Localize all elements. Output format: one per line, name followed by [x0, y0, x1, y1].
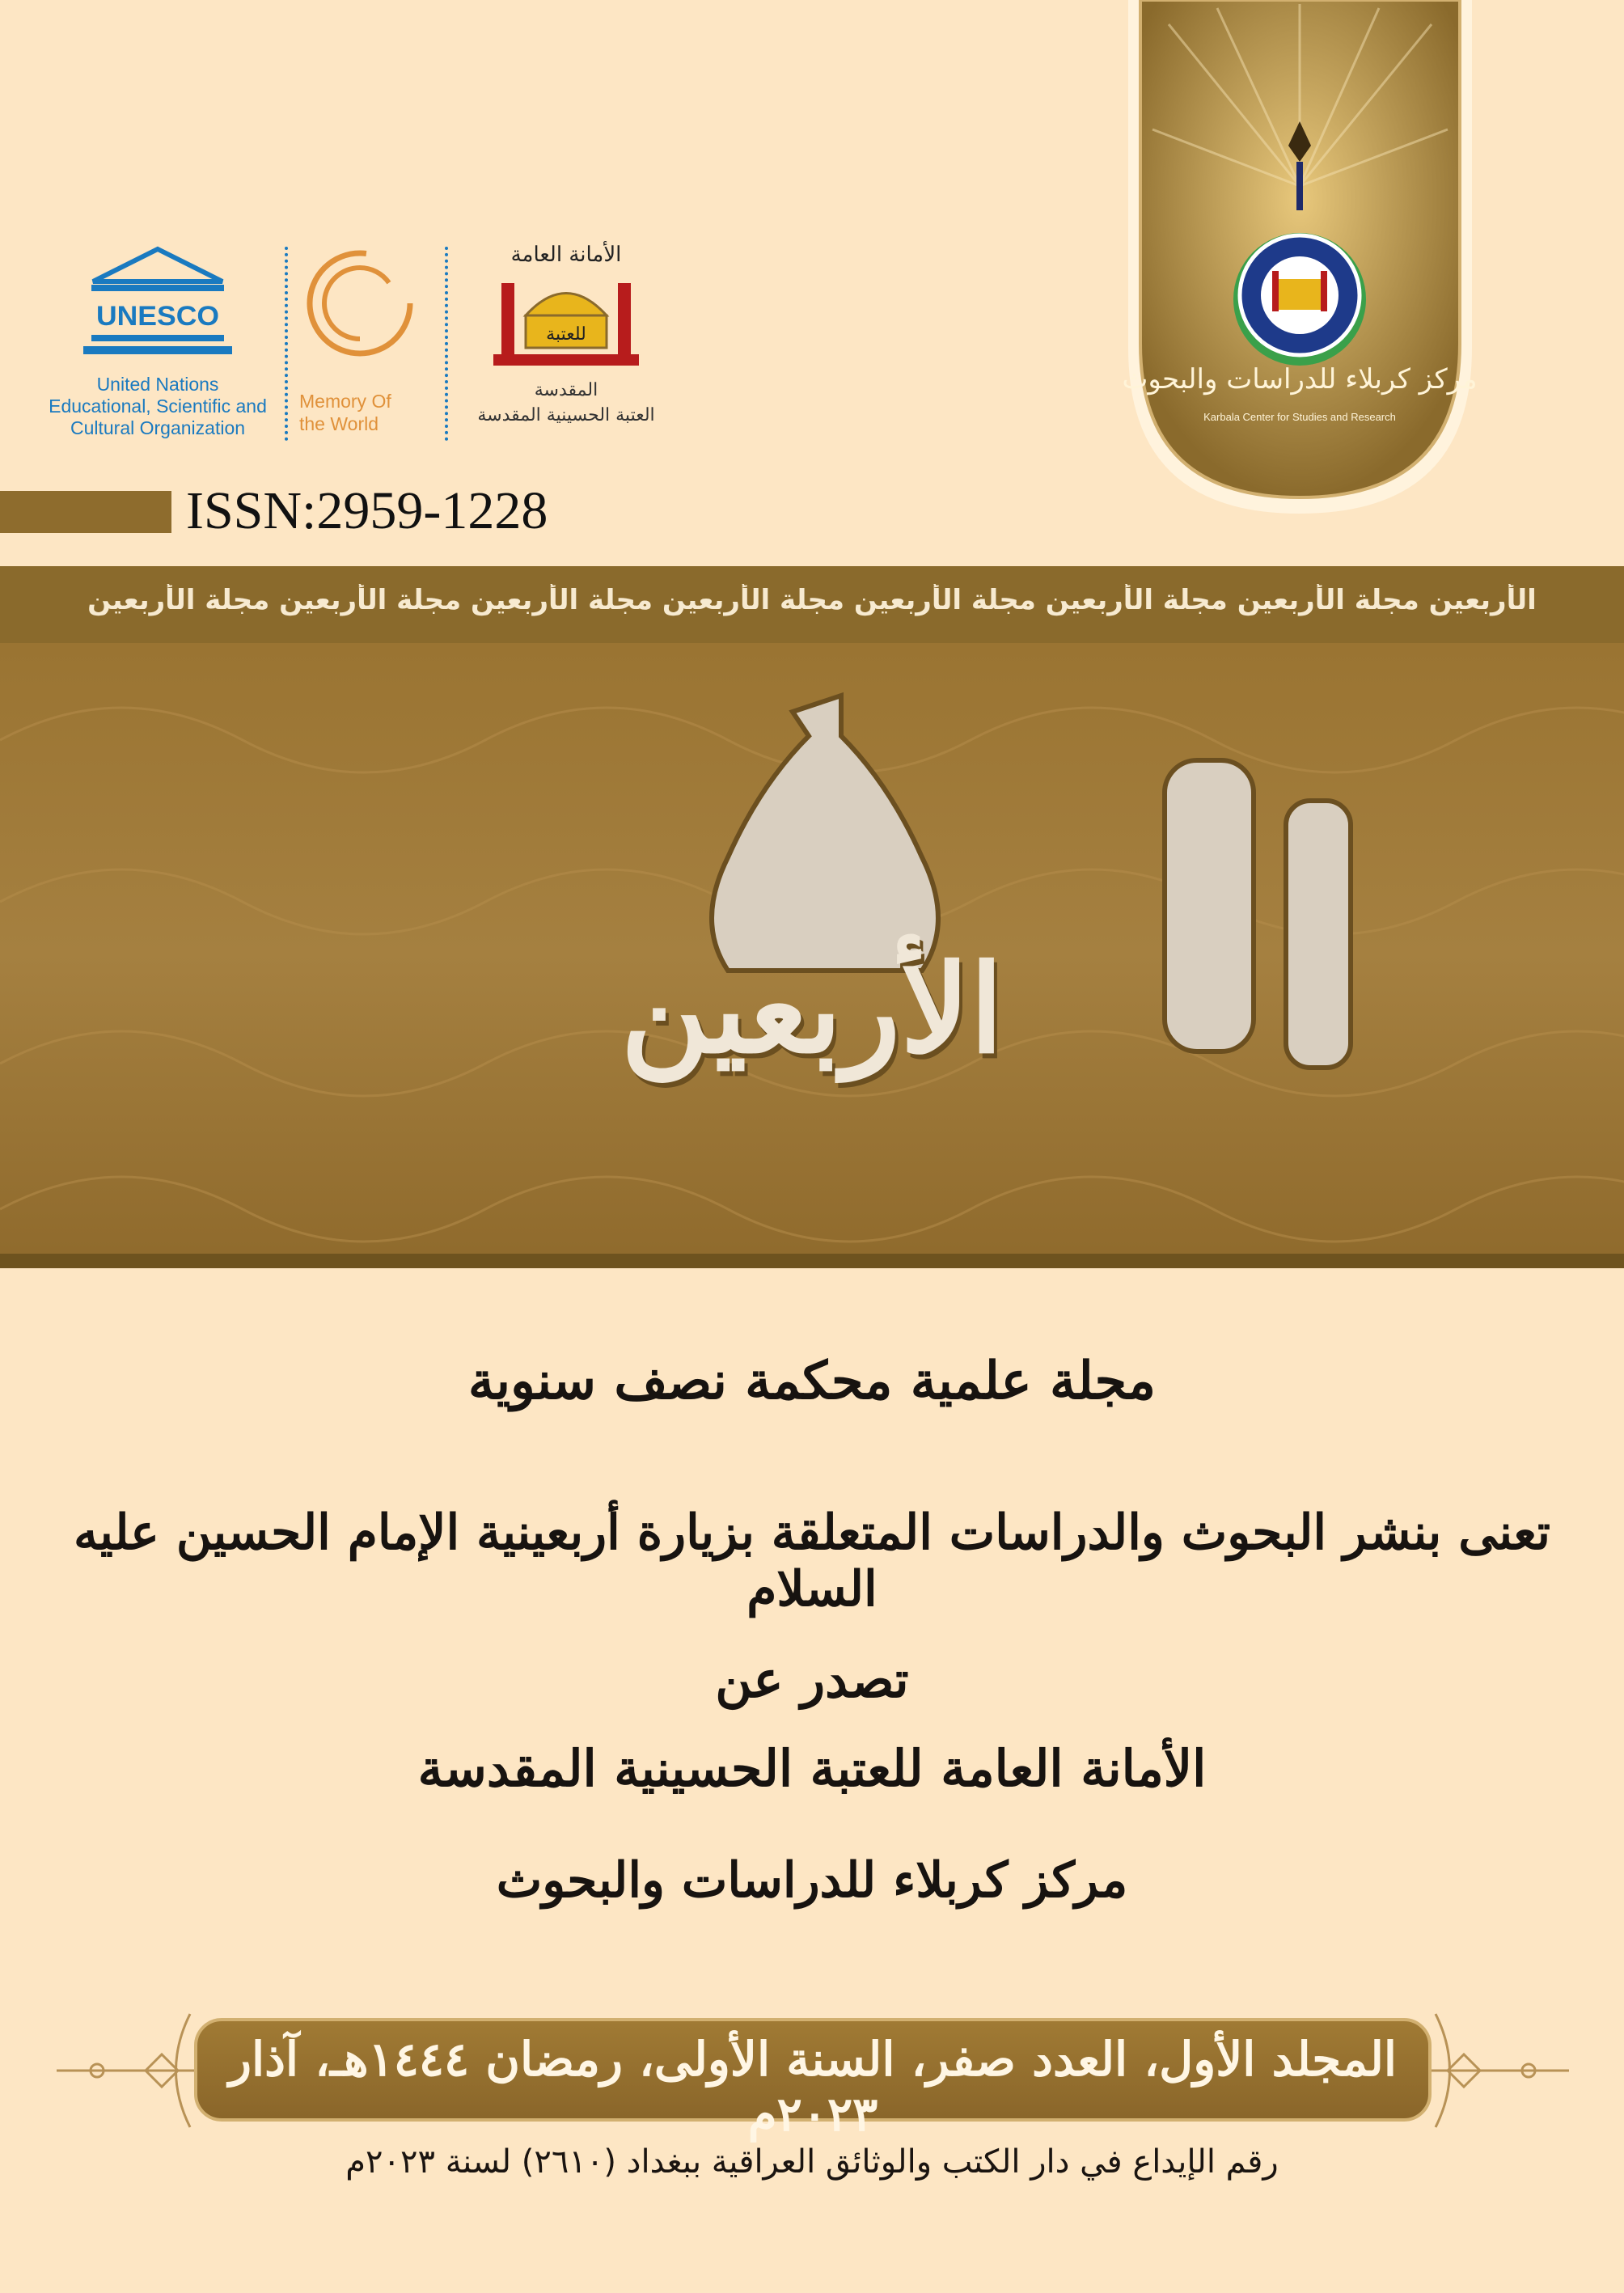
legal-deposit: رقم الإيداع في دار الكتب والوثائق العراقية ببغداد (٢٦١٠) لسنة ٢٠٢٣م	[345, 2143, 1279, 2181]
center-badge	[1120, 0, 1480, 518]
badge-en: Karbala Center for Studies and Research	[1203, 411, 1396, 423]
shrine-icon	[469, 267, 663, 372]
badge-caption: مركز كربلاء للدراسات والبحوث	[1122, 363, 1478, 396]
volume-info: المجلد الأول، العدد صفر، السنة الأولى، رمضان ١٤٤٤هـ، آذار ٢٠٢٣م	[228, 2032, 1398, 2142]
logo-divider-2	[445, 247, 448, 441]
panel-bottom-border	[0, 1254, 1624, 1268]
logo-divider	[285, 247, 288, 441]
unesco-line3: Cultural Organization	[70, 417, 246, 438]
ataba-logo	[469, 243, 663, 453]
issn: ISSN:2959-1228	[186, 481, 548, 540]
memory-line1: Memory Of	[299, 391, 391, 412]
ataba-top-text: الأمانة العامة	[510, 243, 622, 267]
memory-of-the-world-logo	[299, 243, 437, 453]
unesco-wordmark: UNESCO	[96, 301, 219, 332]
journal-scope: تعنى بنشر البحوث والدراسات المتعلقة بزيارة أربعينية الإمام الحسين عليه السلام	[74, 1504, 1550, 1618]
ataba-bottom-text: المقدسة	[534, 380, 598, 400]
memory-line2: the World	[299, 413, 379, 434]
published-by-label: تصدر عن	[715, 1650, 909, 1709]
unesco-logo	[32, 243, 283, 453]
unesco-line2: Educational, Scientific and	[49, 396, 267, 417]
center-name: مركز كربلاء للدراسات والبحوث	[496, 1852, 1128, 1909]
unesco-line1: United Nations	[96, 374, 219, 395]
journal-title: الأربعين	[620, 938, 1004, 1081]
ataba-middle-text: للعتبة	[546, 324, 586, 345]
unesco-temple-icon	[77, 243, 239, 364]
journal-description: مجلة علمية محكمة نصف سنوية	[467, 1351, 1157, 1411]
band-text: الأربعين مجلة الأربعين مجلة الأربعين مجلة الأربعين مجلة الأربعين مجلة الأربعين مجلة الأربعين مجلة الأربعين	[87, 584, 1537, 616]
memory-ring-icon	[299, 243, 421, 364]
publisher-name: الأمانة العامة للعتبة الحسينية المقدسة	[417, 1739, 1207, 1798]
ataba-arc-text: العتبة الحسينية المقدسة	[477, 405, 655, 425]
issn-bar	[0, 491, 171, 533]
